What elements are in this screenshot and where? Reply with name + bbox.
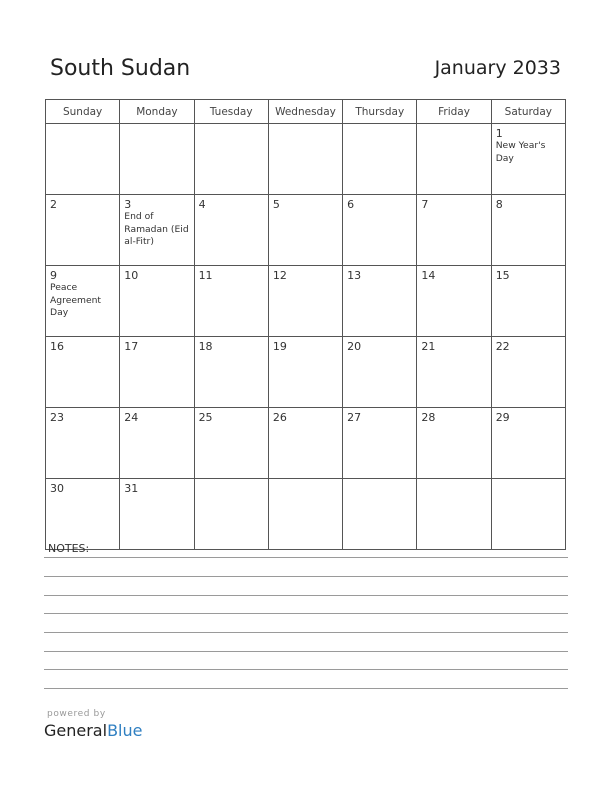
- calendar-week-row: [46, 337, 566, 408]
- calendar-day-cell: [268, 195, 342, 266]
- day-number: 28: [421, 411, 436, 424]
- day-number: 6: [347, 198, 355, 211]
- day-number: 1: [495, 127, 503, 140]
- note-line: [44, 632, 568, 633]
- weekday-saturday: Saturday: [491, 100, 565, 124]
- calendar-day-cell: [417, 337, 491, 408]
- day-number: 21: [421, 340, 436, 353]
- day-number: 31: [124, 482, 139, 495]
- calendar-grid: [45, 99, 566, 550]
- day-number: 29: [495, 411, 510, 424]
- calendar-day-cell: [120, 124, 194, 195]
- calendar-day-cell: [417, 408, 491, 479]
- calendar-day-cell: [46, 479, 120, 550]
- note-line: [44, 576, 568, 577]
- calendar-day-cell: [120, 266, 194, 337]
- calendar-day-cell: [417, 195, 491, 266]
- calendar-day-cell: [46, 195, 120, 266]
- calendar-day-cell: [120, 195, 194, 266]
- country-title: South Sudan: [50, 56, 191, 81]
- day-number: 4: [198, 198, 206, 211]
- calendar-week-row: [46, 195, 566, 266]
- day-number: 13: [347, 269, 362, 282]
- powered-by-label: powered by: [47, 709, 106, 719]
- day-number: 30: [50, 482, 64, 495]
- calendar-week-row: [46, 124, 566, 195]
- day-number: 16: [50, 340, 64, 353]
- calendar-day-cell: [343, 337, 417, 408]
- day-number: 27: [347, 411, 362, 424]
- note-line: [44, 613, 568, 614]
- day-number: 22: [495, 340, 510, 353]
- calendar-day-cell: [268, 479, 342, 550]
- day-number: 26: [272, 411, 287, 424]
- calendar-day-cell: [343, 124, 417, 195]
- weekday-friday: Friday: [417, 100, 491, 124]
- day-number: 17: [124, 340, 139, 353]
- calendar-day-cell: [194, 124, 268, 195]
- note-line: [44, 669, 568, 670]
- day-number: 12: [272, 269, 287, 282]
- calendar-day-cell: [194, 195, 268, 266]
- calendar-day-cell: [194, 479, 268, 550]
- holiday-label: New Year's Day: [495, 140, 546, 164]
- note-line: [44, 557, 568, 558]
- calendar-day-cell: [194, 266, 268, 337]
- calendar-day-cell: [491, 124, 565, 195]
- day-number: 5: [272, 198, 280, 211]
- weekday-sunday: Sunday: [46, 100, 120, 124]
- holiday-label: End of Ramadan (Eid al-Fitr): [124, 211, 189, 247]
- calendar-day-cell: [343, 195, 417, 266]
- day-number: 20: [347, 340, 362, 353]
- calendar-day-cell: [268, 408, 342, 479]
- calendar-day-cell: [343, 408, 417, 479]
- day-number: 19: [272, 340, 287, 353]
- day-number: 15: [495, 269, 510, 282]
- calendar-day-cell: [268, 266, 342, 337]
- calendar-day-cell: [46, 337, 120, 408]
- day-number: 9: [50, 269, 57, 282]
- day-number: 11: [198, 269, 213, 282]
- calendar-week-row: [46, 479, 566, 550]
- calendar-day-cell: [120, 479, 194, 550]
- weekday-monday: Monday: [120, 100, 194, 124]
- calendar-week-row: [46, 266, 566, 337]
- weekday-wednesday: Wednesday: [268, 100, 342, 124]
- calendar-day-cell: [46, 124, 120, 195]
- calendar-day-cell: [491, 408, 565, 479]
- calendar-day-cell: [417, 479, 491, 550]
- calendar-day-cell: [417, 266, 491, 337]
- calendar-day-cell: [46, 266, 120, 337]
- calendar-day-cell: [491, 266, 565, 337]
- day-number: 14: [421, 269, 436, 282]
- day-number: 25: [198, 411, 213, 424]
- day-number: 23: [50, 411, 64, 424]
- calendar-day-cell: [417, 124, 491, 195]
- day-number: 24: [124, 411, 139, 424]
- day-number: 8: [495, 198, 503, 211]
- calendar-day-cell: [268, 124, 342, 195]
- weekday-thursday: Thursday: [343, 100, 417, 124]
- brand-general: General: [44, 721, 108, 740]
- calendar-day-cell: [343, 479, 417, 550]
- note-line: [44, 688, 568, 689]
- weekday-header-row: [46, 100, 566, 124]
- calendar-day-cell: [491, 195, 565, 266]
- brand-logo: [44, 721, 142, 740]
- day-number: 2: [50, 198, 57, 211]
- calendar-day-cell: [343, 266, 417, 337]
- brand-blue: Blue: [107, 721, 143, 740]
- month-year-title: January 2033: [434, 57, 561, 79]
- note-line: [44, 595, 568, 596]
- day-number: 18: [198, 340, 213, 353]
- calendar-day-cell: [268, 337, 342, 408]
- day-number: 7: [421, 198, 429, 211]
- day-number: 10: [124, 269, 139, 282]
- calendar-day-cell: [46, 408, 120, 479]
- weekday-tuesday: Tuesday: [194, 100, 268, 124]
- calendar-day-cell: [194, 337, 268, 408]
- day-number: 3: [124, 198, 132, 211]
- calendar-week-row: [46, 408, 566, 479]
- notes-label: NOTES:: [48, 542, 90, 555]
- calendar-day-cell: [194, 408, 268, 479]
- calendar-day-cell: [491, 479, 565, 550]
- calendar-day-cell: [120, 337, 194, 408]
- holiday-label: Peace Agreement Day: [50, 282, 102, 318]
- calendar-day-cell: [120, 408, 194, 479]
- note-line: [44, 651, 568, 652]
- calendar-day-cell: [491, 337, 565, 408]
